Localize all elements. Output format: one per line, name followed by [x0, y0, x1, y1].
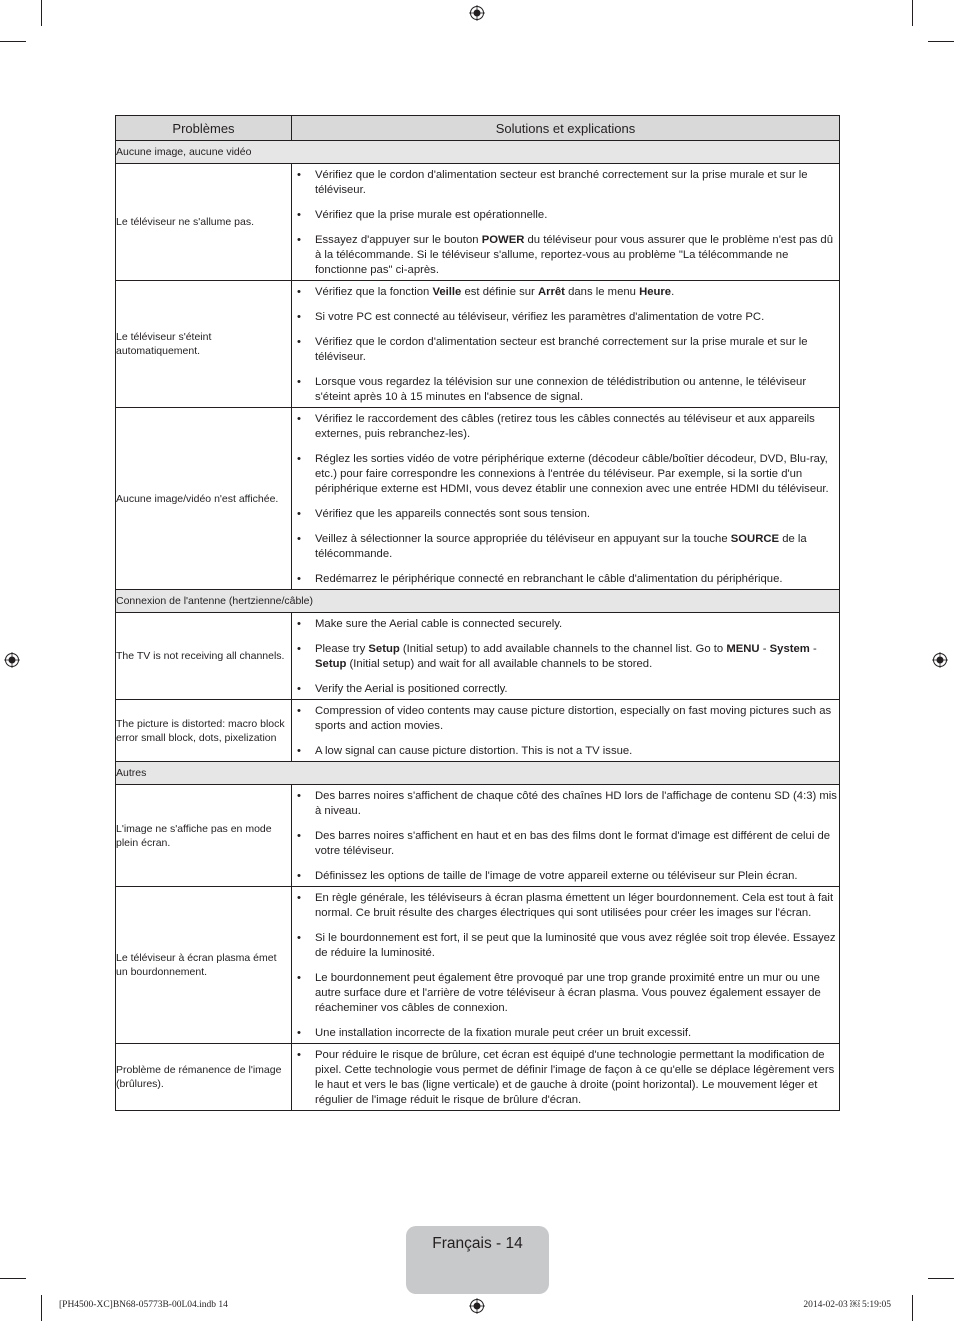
solutions-cell [292, 1044, 840, 1111]
table-row [116, 408, 840, 590]
table-body [116, 141, 840, 1111]
solutions-cell [292, 785, 840, 887]
problem-cell: Problème de rémanence de l'image (brûlures). [116, 1044, 292, 1111]
problem-cell: L'image ne s'affiche pas en mode plein écran. [116, 785, 292, 887]
crop-mark [0, 1278, 26, 1279]
problem-cell: Aucune image/vidéo n'est affichée. [116, 408, 292, 590]
registration-mark-icon [932, 652, 948, 668]
solution-list [292, 704, 839, 759]
registration-mark-icon [469, 1298, 485, 1314]
solution-item: • Vérifiez que la prise murale est opérationnelle. [292, 208, 839, 223]
solution-item: • Pour réduire le risque de brûlure, cet écran est équipé d'une technologie permettant la modification de pixel. Cette technologie vous permet de définir l'image de façon à ce qu'elle se déplace légèrement vers le haut et vers le bas (ligne verticale) et de gauche à droite (point horizontal). Le mouvement léger et régulier de l'image réduit le risque de brûlure d'écran. [292, 1048, 839, 1108]
troubleshooting-table [115, 115, 840, 1111]
solution-item: • Vérifiez le raccordement des câbles (retirez tous les câbles connectés au téléviseur et aux appareils externes, puis rebranchez-les). [292, 412, 839, 442]
solution-item: • Réglez les sorties vidéo de votre périphérique externe (décodeur câble/boîtier décodeur, DVD, Blu-ray, etc.) pour faire correspondre les connexions à l'entrée du téléviseur. Par exemple, si la sortie d'un périphérique externe est HDMI, vous devez établir une connexion avec une entrée HDMI du téléviseur. [292, 452, 839, 497]
crop-mark [912, 1295, 913, 1321]
solution-item: • En règle générale, les téléviseurs à écran plasma émettent un léger bourdonnement. Cela est tout à fait normal. Ce bruit résulte des charges électriques qui sont utilisées pour créer les images sur l'écran. [292, 891, 839, 921]
solution-list [292, 617, 839, 697]
solution-item: • Si le bourdonnement est fort, il se peut que la luminosité que vous avez réglée soit trop élevée. Essayez de réduire la luminosité. [292, 931, 839, 961]
crop-mark [41, 1295, 42, 1321]
problem-cell: Le téléviseur à écran plasma émet un bourdonnement. [116, 887, 292, 1044]
crop-mark [928, 41, 954, 42]
column-header-problems: Problèmes [116, 116, 292, 141]
column-header-solutions: Solutions et explications [292, 116, 840, 141]
solutions-cell [292, 408, 840, 590]
footer-timestamp: 2014-02-03 ￼ 5:19:05 [803, 1300, 891, 1310]
table-row [116, 613, 840, 700]
solution-item: • Redémarrez le périphérique connecté en rebranchant le câble d'alimentation du périphérique. [292, 572, 839, 587]
solution-list [292, 412, 839, 587]
table-row [116, 281, 840, 408]
solutions-cell [292, 700, 840, 762]
solution-item: • Vérifiez que la fonction Veille est définie sur Arrêt dans le menu Heure. [292, 285, 839, 300]
solution-item: • A low signal can cause picture distortion. This is not a TV issue. [292, 744, 839, 759]
problem-cell: The picture is distorted: macro block error small block, dots, pixelization [116, 700, 292, 762]
solution-item: • Une installation incorrecte de la fixation murale peut créer un bruit excessif. [292, 1026, 839, 1041]
registration-mark-icon [469, 5, 485, 21]
section-row [116, 141, 840, 164]
registration-mark-icon [4, 652, 20, 668]
solution-item: • Veillez à sélectionner la source appropriée du téléviseur en appuyant sur la touche SOURCE de la télécommande. [292, 532, 839, 562]
crop-mark [928, 1278, 954, 1279]
section-title: Autres [116, 762, 840, 785]
crop-mark [912, 0, 913, 26]
solution-list [292, 1048, 839, 1108]
crop-mark [41, 0, 42, 26]
problem-cell: Le téléviseur s'éteint automatiquement. [116, 281, 292, 408]
solution-item: • Verify the Aerial is positioned correctly. [292, 682, 839, 697]
table-row [116, 785, 840, 887]
table-row [116, 1044, 840, 1111]
problem-cell: The TV is not receiving all channels. [116, 613, 292, 700]
solution-item: • Compression of video contents may cause picture distortion, especially on fast moving pictures such as sports and action movies. [292, 704, 839, 734]
solution-item: • Essayez d'appuyer sur le bouton POWER du téléviseur pour vous assurer que le problème n'est pas dû à la télécommande. Si le téléviseur s'allume, reportez-vous au problème "La télécommande ne fonctionne pas" ci-après. [292, 233, 839, 278]
solution-item: • Vérifiez que le cordon d'alimentation secteur est branché correctement sur la prise murale et sur le téléviseur. [292, 335, 839, 365]
solutions-cell [292, 613, 840, 700]
section-row [116, 590, 840, 613]
solution-list [292, 285, 839, 405]
page-number-badge [406, 1226, 549, 1294]
footer-file-info: [PH4500-XC]BN68-05773B-00L04.indb 14 [59, 1300, 228, 1310]
page-number-label: Français - 14 [432, 1235, 523, 1252]
table-row [116, 700, 840, 762]
table-header-row [116, 116, 840, 141]
solution-list [292, 789, 839, 884]
table-row [116, 164, 840, 281]
solutions-cell [292, 164, 840, 281]
table-row [116, 887, 840, 1044]
solution-item: • Vérifiez que le cordon d'alimentation secteur est branché correctement sur la prise murale et sur le téléviseur. [292, 168, 839, 198]
solutions-cell [292, 281, 840, 408]
section-title: Aucune image, aucune vidéo [116, 141, 840, 164]
solution-item: • Lorsque vous regardez la télévision sur une connexion de télédistribution ou antenne, le téléviseur s'éteint après 10 à 15 minutes en l'absence de signal. [292, 375, 839, 405]
crop-mark [0, 41, 26, 42]
solution-list [292, 891, 839, 1041]
section-row [116, 762, 840, 785]
solution-item: • Make sure the Aerial cable is connected securely. [292, 617, 839, 632]
solution-item: • Vérifiez que les appareils connectés sont sous tension. [292, 507, 839, 522]
solution-item: • Please try Setup (Initial setup) to add available channels to the channel list. Go to MENU - System - Setup (Initial setup) and wait for all available channels to be stored. [292, 642, 839, 672]
solution-item: • Si votre PC est connecté au téléviseur, vérifiez les paramètres d'alimentation de votre PC. [292, 310, 839, 325]
solution-item: • Des barres noires s'affichent de chaque côté des chaînes HD lors de l'affichage de contenu SD (4:3) mis à niveau. [292, 789, 839, 819]
solution-item: • Définissez les options de taille de l'image de votre appareil externe ou téléviseur sur Plein écran. [292, 869, 839, 884]
solution-list [292, 168, 839, 278]
section-title: Connexion de l'antenne (hertzienne/câble) [116, 590, 840, 613]
solution-item: • Des barres noires s'affichent en haut et en bas des films dont le format d'image est différent de celui de votre téléviseur. [292, 829, 839, 859]
problem-cell: Le téléviseur ne s'allume pas. [116, 164, 292, 281]
solutions-cell [292, 887, 840, 1044]
solution-item: • Le bourdonnement peut également être provoqué par une trop grande proximité entre un mur ou une autre surface dure et l'arrière de votre téléviseur à écran plasma. Vous pouvez également essayer de réacheminer vos câbles de connexion. [292, 971, 839, 1016]
